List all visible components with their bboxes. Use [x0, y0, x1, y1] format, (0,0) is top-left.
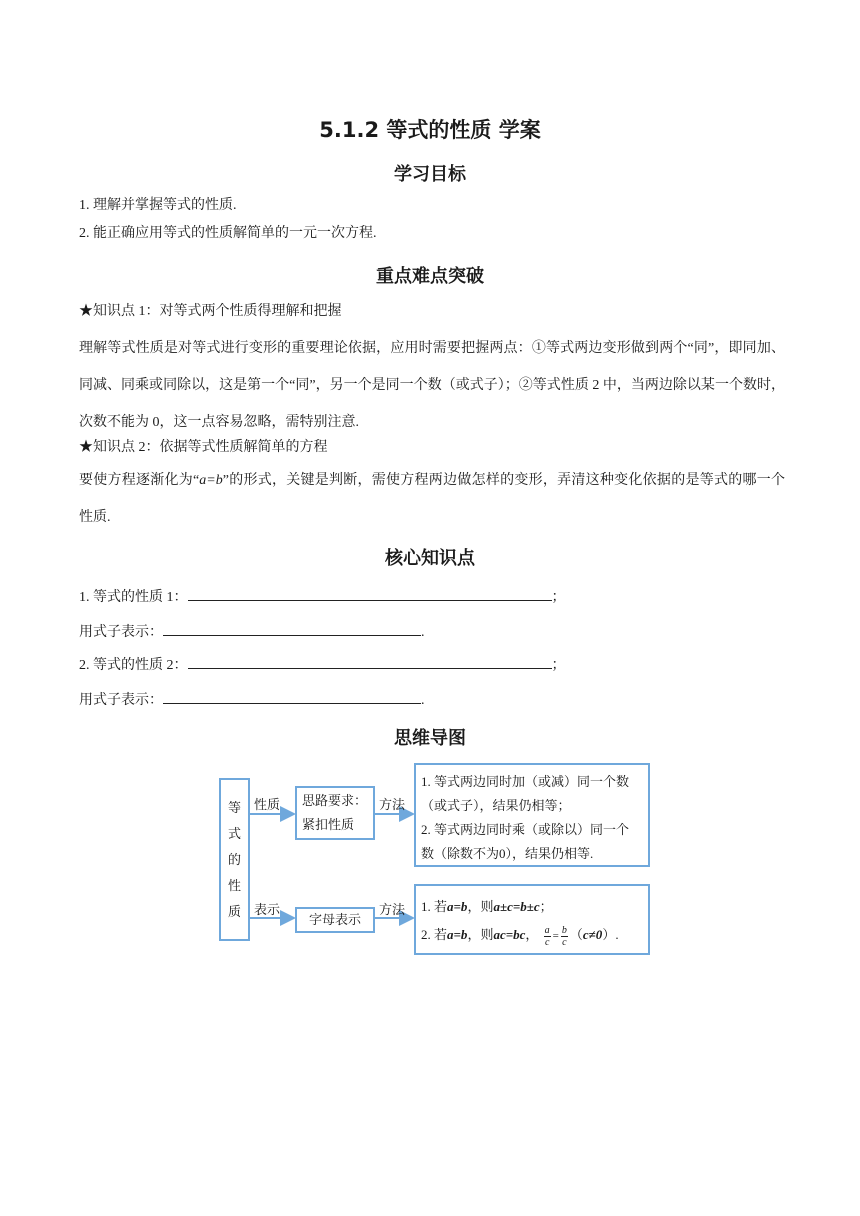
mind-map-mid-bottom-node: [295, 907, 375, 933]
right-top-line-2: （或式子），结果仍相等；: [421, 798, 571, 813]
core-expression-1-end: .: [421, 625, 425, 640]
branch-label-top: 性质: [254, 797, 281, 812]
fraction-b-over-c: [561, 925, 568, 948]
root-char-1: 等: [227, 799, 241, 815]
rb2-h: ）.: [602, 927, 619, 942]
mind-map-right-top-node: [414, 763, 650, 867]
frac-equals: =: [552, 930, 559, 942]
core-property-2: [79, 654, 566, 676]
right-top-line-4: 数（除数不为0），结果仍相等.: [421, 846, 594, 861]
right-bottom-line-1: [421, 896, 648, 918]
frac2-denominator: c: [562, 936, 567, 948]
mid-bottom-label: 字母表示: [308, 912, 361, 927]
mid-top-line-1: 思路要求：: [302, 793, 368, 808]
rb1-d: a±c=b±c: [493, 899, 540, 914]
kp2-heading: ★知识点 2：依据等式性质解简单的方程: [79, 440, 328, 455]
mind-map-right-bottom-node: [414, 884, 650, 955]
root-char-3: 的: [227, 851, 241, 867]
rb2-b: a=b: [447, 927, 468, 942]
mind-map-root-node: [219, 778, 250, 941]
rb1-b: a=b: [447, 899, 468, 914]
branch-label-bottom: 表示: [254, 902, 281, 917]
rb1-e: ；: [539, 899, 553, 914]
section-heading-mindmap: 思维导图: [394, 728, 466, 749]
right-top-line-1: 1. 等式两边同时加（或减）同一个数: [421, 774, 630, 789]
core-expression-2-label: 用式子表示：: [79, 693, 163, 708]
core-property-1: [79, 586, 566, 608]
core-property-1-label: 1. 等式的性质 1：: [79, 590, 188, 605]
core-expression-1-label: 用式子表示：: [79, 625, 163, 640]
rb2-a: 2. 若: [421, 927, 448, 942]
rb2-g: c≠0: [582, 927, 603, 942]
rb2-e: ，: [525, 927, 539, 942]
right-bottom-line-2: [421, 922, 648, 949]
mind-map-mid-top-node: [295, 786, 375, 840]
kp2-formula: a=b: [199, 473, 223, 488]
kp2-body: [79, 462, 785, 536]
answer-blank-expression-2[interactable]: [163, 689, 421, 704]
rb2-f: （: [569, 927, 583, 942]
frac1-numerator: a: [544, 924, 550, 936]
kp2-body-end: ”的形式，关键是判断，需使方程两边做怎样的变形，弄清这种变化依据的是等式的哪一个性质.: [79, 473, 785, 525]
core-expression-1: [79, 621, 425, 643]
section-heading-goals: 学习目标: [394, 164, 466, 185]
root-char-2: 式: [227, 825, 241, 841]
answer-blank-property-2[interactable]: [188, 654, 552, 669]
rb1-c: ，则: [467, 899, 494, 914]
core-expression-2: [79, 689, 425, 711]
fraction-a-over-c: [544, 925, 551, 948]
goal-item-1: 1. 理解并掌握等式的性质.: [79, 198, 237, 213]
core-property-1-end: ；: [551, 590, 566, 605]
kp1-heading: ★知识点 1：对等式两个性质得理解和把握: [79, 304, 342, 319]
page-title: 5.1.2 等式的性质 学案: [319, 118, 541, 142]
section-heading-keypoints: 重点难点突破: [376, 266, 484, 287]
frac2-numerator: b: [561, 924, 567, 936]
method-label-top: 方法: [379, 797, 406, 812]
answer-blank-property-1[interactable]: [188, 586, 552, 601]
rb2-c: ，则: [467, 927, 494, 942]
answer-blank-expression-1[interactable]: [163, 621, 421, 636]
core-expression-2-end: .: [421, 693, 425, 708]
core-property-2-end: ；: [551, 658, 566, 673]
frac1-denominator: c: [544, 936, 550, 948]
core-property-2-label: 2. 等式的性质 2：: [79, 658, 188, 673]
section-heading-core: 核心知识点: [385, 548, 475, 569]
goal-item-2: 2. 能正确应用等式的性质解简单的一元一次方程.: [79, 226, 377, 241]
right-top-line-3: 2. 等式两边同时乘（或除以）同一个: [421, 822, 630, 837]
method-label-bottom: 方法: [379, 902, 406, 917]
mid-top-line-2: 紧扣性质: [302, 817, 355, 832]
rb1-a: 1. 若: [421, 899, 448, 914]
kp2-body-start: 要使方程逐渐化为“: [79, 473, 200, 488]
rb2-d: ac=bc: [493, 927, 526, 942]
kp1-body: 理解等式性质是对等式进行变形的重要理论依据，应用时需要把握两点：①等式两边变形做到两个“同”，即同加、同减、同乘或同除以，这是第一个“同”，另一个是同一个数（或式子）；②等式性质 2 中，当两边除以某一个数时，次数不能为 0，这一点容易忽略，需特别注意.: [79, 341, 785, 430]
root-char-5: 质: [227, 903, 241, 919]
root-char-4: 性: [227, 877, 241, 893]
